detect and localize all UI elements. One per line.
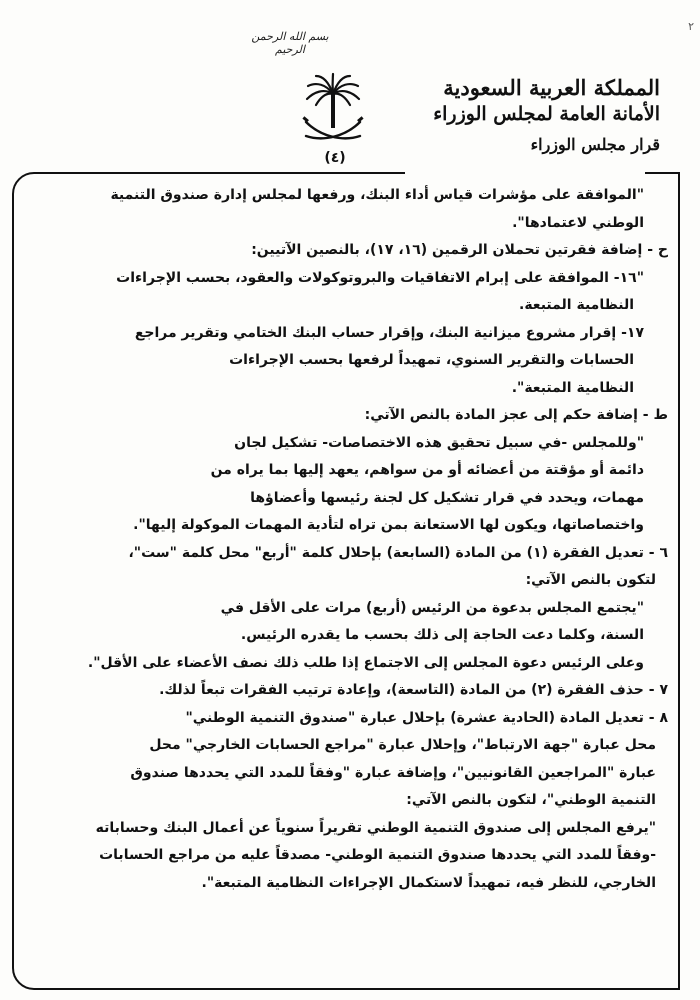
body-line: الحسابات والتقرير السنوي، تمهيداً لرفعها بحسب الإجراءات (229, 352, 634, 368)
body-line: عبارة "المراجعين القانونيين"، وإضافة عبارة "وفقاً للمدد التي يحددها صندوق (130, 764, 656, 781)
letterhead (420, 75, 660, 157)
body-line: النظامية المتبعة". (511, 379, 634, 396)
letterhead-secretariat: الأمانة العامة لمجلس الوزراء (433, 103, 660, 125)
body-line: "١٦- الموافقة على إبرام الاتفاقيات والبروتوكولات والعقود، بحسب الإجراءات (116, 269, 644, 286)
body-line: ١٧- إقرار مشروع ميزانية البنك، وإقرار حساب البنك الختامي وتقرير مراجع (134, 324, 644, 341)
frame-title-gap (405, 166, 645, 178)
body-line: دائمة أو مؤقتة من أعضائه أو من سواهم، يعهد إليها بما يراه من (210, 462, 644, 478)
saudi-emblem-icon (298, 72, 368, 150)
margin-mark: ٢ (688, 20, 694, 33)
letterhead-decision-title: قرار مجلس الوزراء (530, 135, 660, 154)
page-number: (٤) (324, 150, 346, 166)
body-line: ط - إضافة حكم إلى عجز المادة بالنص الآتي: (364, 407, 668, 423)
body-line: النظامية المتبعة. (519, 297, 634, 313)
body-line: ح - إضافة فقرتين تحملان الرقمين (١٦، ١٧)، بالنصين الآتيين: (251, 242, 668, 258)
body-line: "الموافقة على مؤشرات قياس أداء البنك، ورفعها لمجلس إدارة صندوق التنمية (110, 187, 644, 203)
decision-body (28, 182, 668, 897)
body-line: الوطني لاعتمادها". (512, 214, 644, 231)
body-line: الخارجي، للنظر فيه، تمهيداً لاستكمال الإجراءات النظامية المتبعة". (201, 874, 656, 891)
body-line: محل عبارة "جهة الارتباط"، وإحلال عبارة "مراجع الحسابات الخارجي" محل (149, 737, 656, 753)
body-line: واختصاصاتها، ويكون لها الاستعانة بمن تراه لتأدية المهمات الموكولة إليها". (133, 517, 644, 533)
body-line: "وللمجلس -في سبيل تحقيق هذه الاختصاصات- تشكيل لجان (234, 434, 644, 451)
body-line: ٦ - تعديل الفقرة (١) من المادة (السابعة) بإحلال كلمة "أربع" محل كلمة "ست"، (128, 544, 668, 561)
basmala-calligraphy: بسم الله الرحمن الرحيم (251, 30, 329, 56)
body-line: التنمية الوطني"، لتكون بالنص الآتي: (406, 792, 656, 808)
body-line: "يرفع المجلس إلى صندوق التنمية الوطني تقريراً سنوياً عن أعمال البنك وحساباته (95, 819, 656, 836)
body-line: -وفقاً للمدد التي يحددها صندوق التنمية الوطني- مصدقاً عليه من مراجع الحسابات (99, 847, 656, 863)
body-line: ٨ - تعديل المادة (الحادية عشرة) بإحلال عبارة "صندوق التنمية الوطني" (185, 709, 668, 726)
body-line: لتكون بالنص الآتي: (525, 572, 656, 588)
body-line: وعلى الرئيس دعوة المجلس إلى الاجتماع إذا طلب ذلك نصف الأعضاء على الأقل". (87, 654, 644, 671)
body-line: "يجتمع المجلس بدعوة من الرئيس (أربع) مرات على الأقل في (220, 599, 644, 616)
body-line: ٧ - حذف الفقرة (٢) من المادة (التاسعة)، وإعادة ترتيب الفقرات تبعاً لذلك. (159, 682, 668, 698)
letterhead-country: المملكة العربية السعودية (443, 75, 660, 100)
body-line: السنة، وكلما دعت الحاجة إلى ذلك بحسب ما يقدره الرئيس. (240, 627, 644, 643)
body-line: مهمات، ويحدد في قرار تشكيل كل لجنة رئيسها وأعضاؤها (250, 489, 644, 506)
